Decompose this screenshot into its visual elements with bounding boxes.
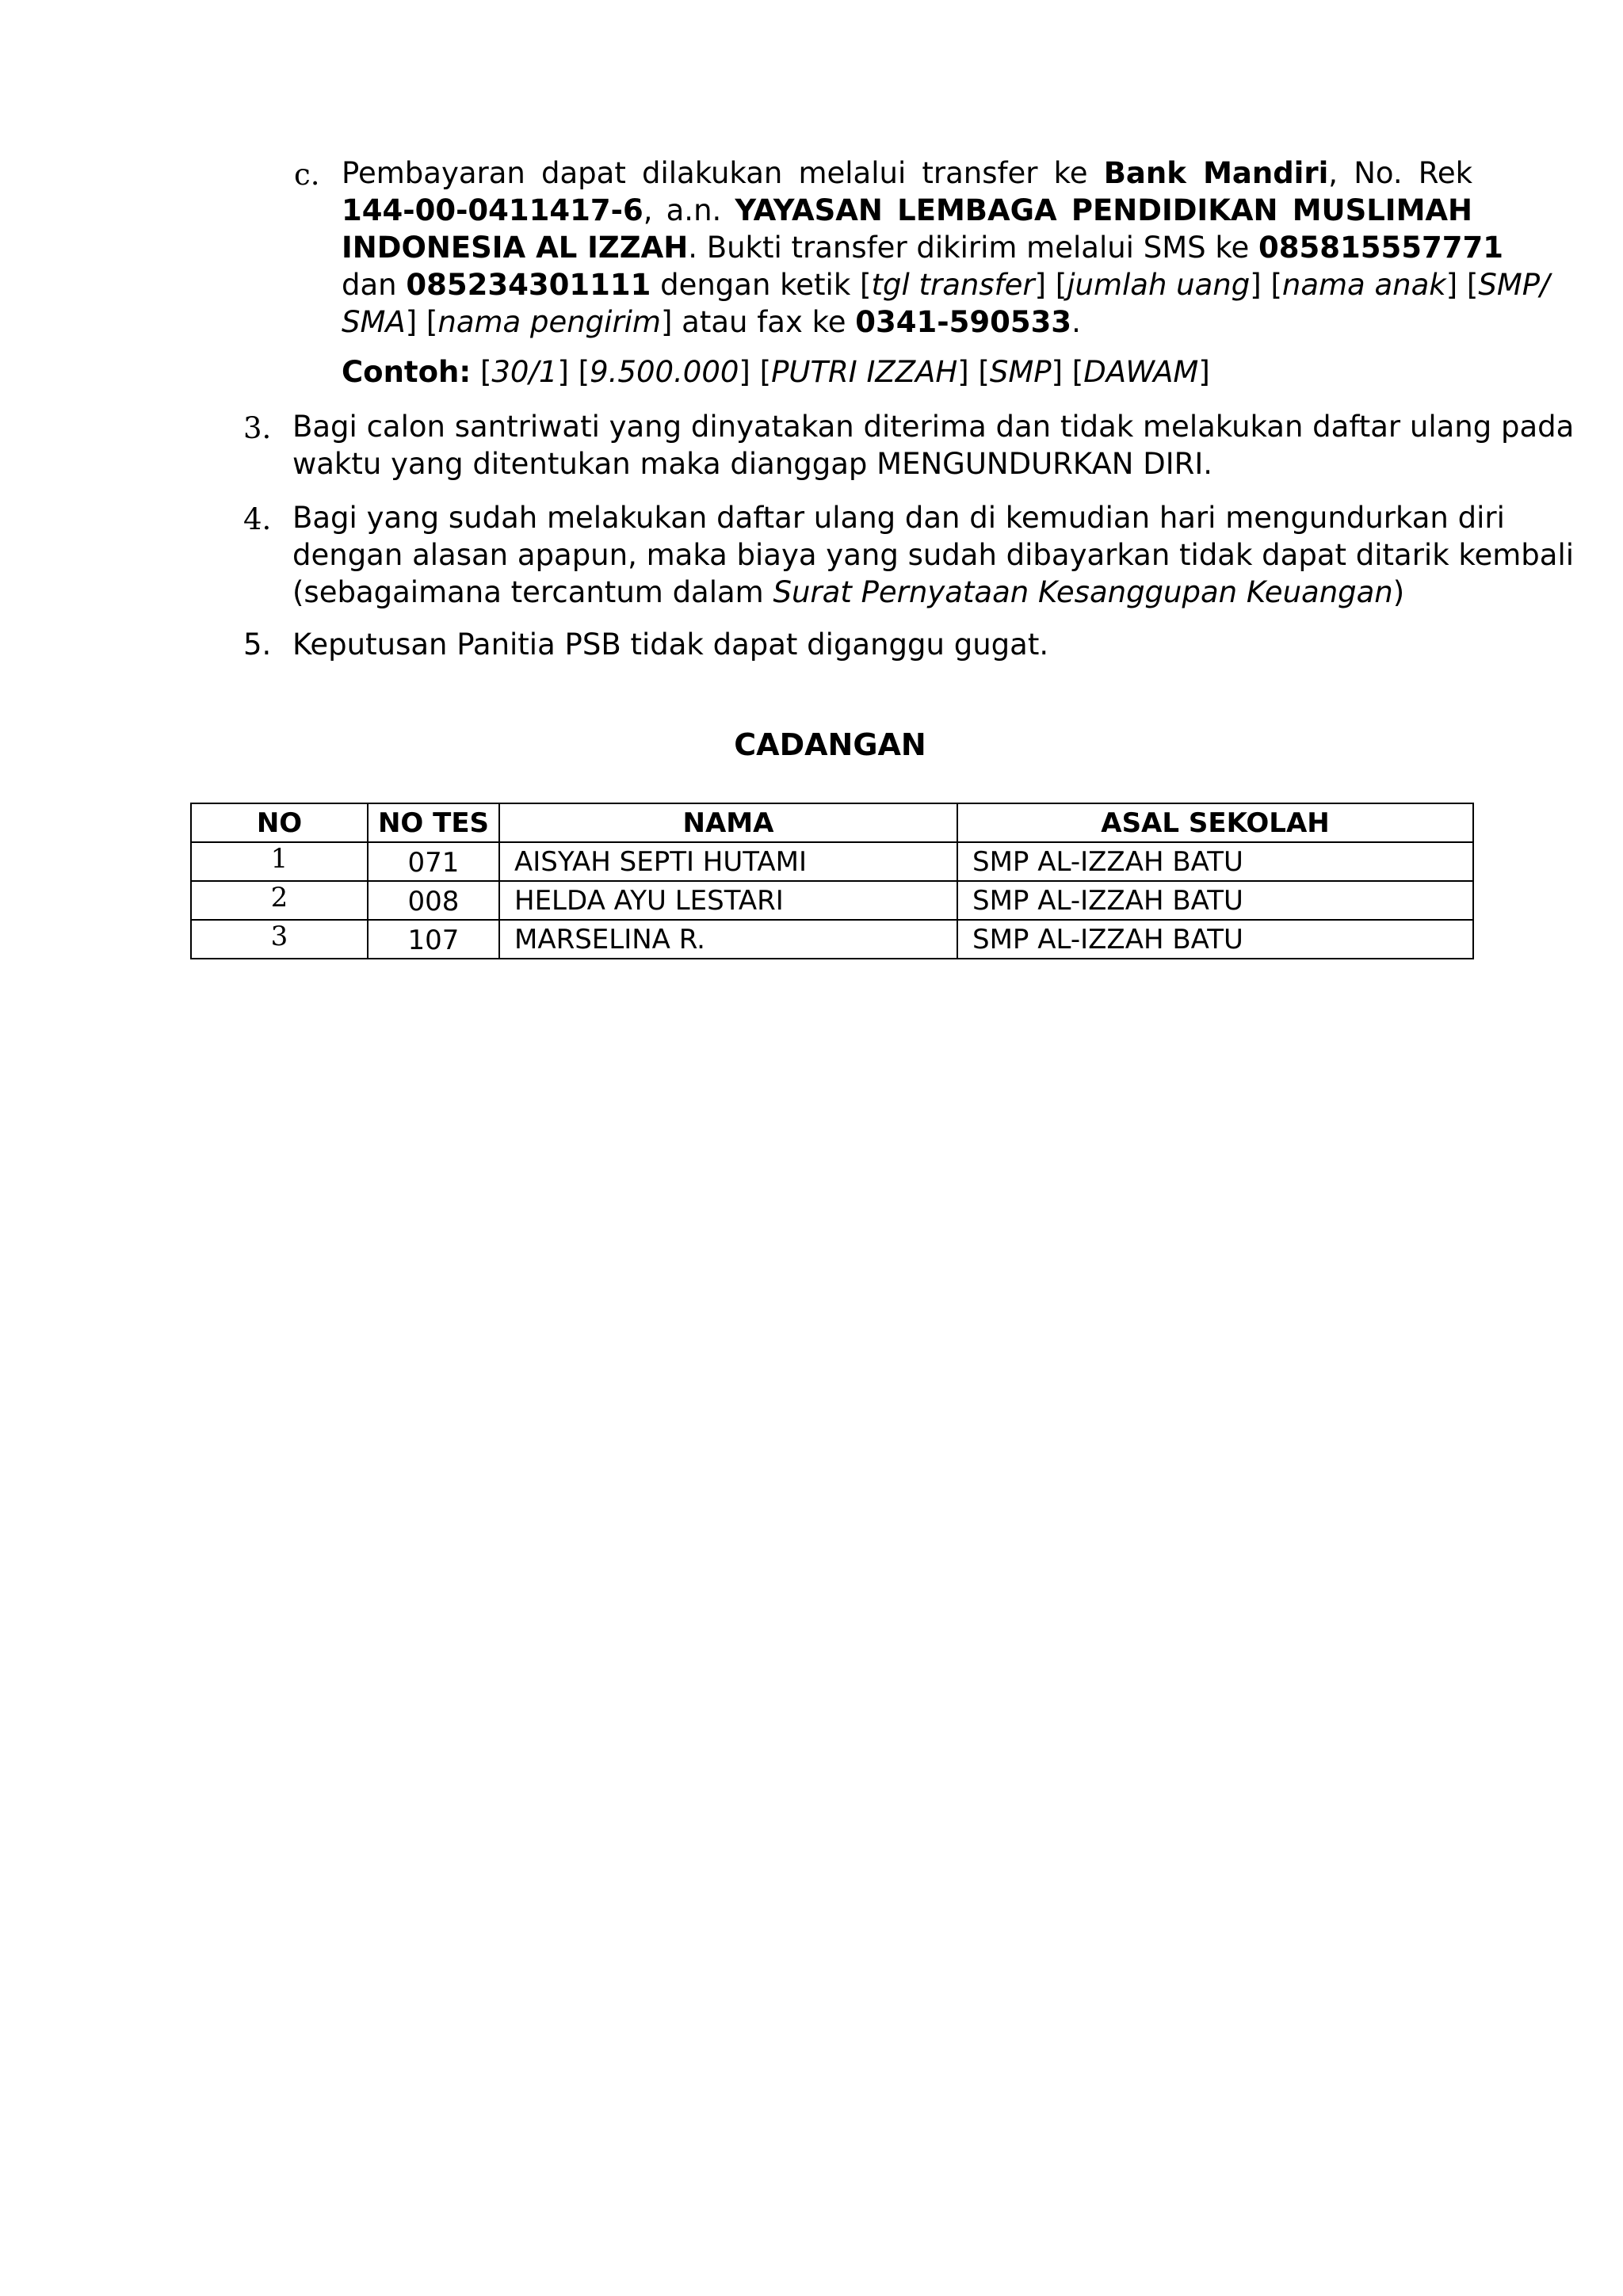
item-c-line-2: 144-00-0411417-6, a.n. YAYASAN LEMBAGA PENDIDIKAN MUSLIMAH (342, 193, 1472, 227)
document-name: Surat Pernyataan Kesanggupan Keuangan (773, 575, 1393, 609)
cadangan-table (190, 803, 1474, 959)
item-3-paragraph: Bagi calon santriwati yang dinyatakan diterima dan tidak melakukan daftar ulang pada waktu yang ditentukan maka dianggap MENGUNDURKAN DIRI. (292, 410, 1575, 481)
table-row (191, 881, 1473, 920)
table-row (191, 920, 1473, 959)
cell-asal-sekolah: SMP AL-IZZAH BATU (957, 920, 1473, 959)
item-4-paragraph: Bagi yang sudah melakukan daftar ulang dan di kemudian hari mengundurkan diri dengan alasan apapun, maka biaya yang sudah dibayarkan tidak dapat ditarik kembali (sebagaimana tercantum dalam Surat Pernyataan Kesanggupan Keuangan) (292, 501, 1575, 609)
cell-nama: AISYAH SEPTI HUTAMI (499, 842, 957, 881)
foundation-name-part-1: YAYASAN LEMBAGA PENDIDIKAN MUSLIMAH (735, 193, 1472, 227)
bank-name: Bank Mandiri (1103, 156, 1329, 190)
sms-number-1: 085815557771 (1258, 231, 1503, 265)
item-c-line-5: SMA] [nama pengirim] atau fax ke 0341-590533. (342, 305, 1081, 339)
cell-asal-sekolah: SMP AL-IZZAH BATU (957, 881, 1473, 920)
cell-no-tes: 008 (368, 881, 499, 920)
sms-number-2: 085234301111 (406, 268, 651, 302)
item-5-marker: 5. (243, 627, 272, 662)
item-c-paragraph (342, 154, 1550, 341)
account-number: 144-00-0411417-6 (342, 193, 643, 227)
contoh-line: Contoh: [30/1] [9.500.000] [PUTRI IZZAH] [SMP] [DAWAM] (342, 355, 1210, 389)
item-5-paragraph: Keputusan Panitia PSB tidak dapat diganggu gugat. (292, 627, 1049, 662)
table-header-row (191, 803, 1473, 842)
fax-number: 0341-590533 (855, 305, 1072, 339)
contoh-label: Contoh: (342, 355, 472, 389)
cell-no: 1 (191, 842, 368, 881)
table-row (191, 842, 1473, 881)
cell-no: 3 (191, 920, 368, 959)
cell-no-tes: 107 (368, 920, 499, 959)
header-no-tes: NO TES (368, 803, 499, 842)
header-asal-sekolah: ASAL SEKOLAH (957, 803, 1473, 842)
item-c-line-4: dan 085234301111 dengan ketik [tgl transfer] [jumlah uang] [nama anak] [SMP/ (342, 268, 1550, 302)
cell-nama: MARSELINA R. (499, 920, 957, 959)
foundation-name-part-2: INDONESIA AL IZZAH (342, 231, 689, 265)
cell-no: 2 (191, 881, 368, 920)
header-nama: NAMA (499, 803, 957, 842)
item-4-marker: 4. (243, 502, 272, 536)
section-heading: CADANGAN (734, 727, 926, 762)
cell-asal-sekolah: SMP AL-IZZAH BATU (957, 842, 1473, 881)
item-c-line-1: Pembayaran dapat dilakukan melalui transfer ke Bank Mandiri, No. Rek (342, 156, 1473, 190)
item-c-marker: c. (294, 158, 320, 192)
cell-no-tes: 071 (368, 842, 499, 881)
item-3-marker: 3. (243, 411, 272, 445)
header-no: NO (191, 803, 368, 842)
item-c-line-3: INDONESIA AL IZZAH. Bukti transfer dikirim melalui SMS ke 085815557771 (342, 231, 1503, 265)
cell-nama: HELDA AYU LESTARI (499, 881, 957, 920)
